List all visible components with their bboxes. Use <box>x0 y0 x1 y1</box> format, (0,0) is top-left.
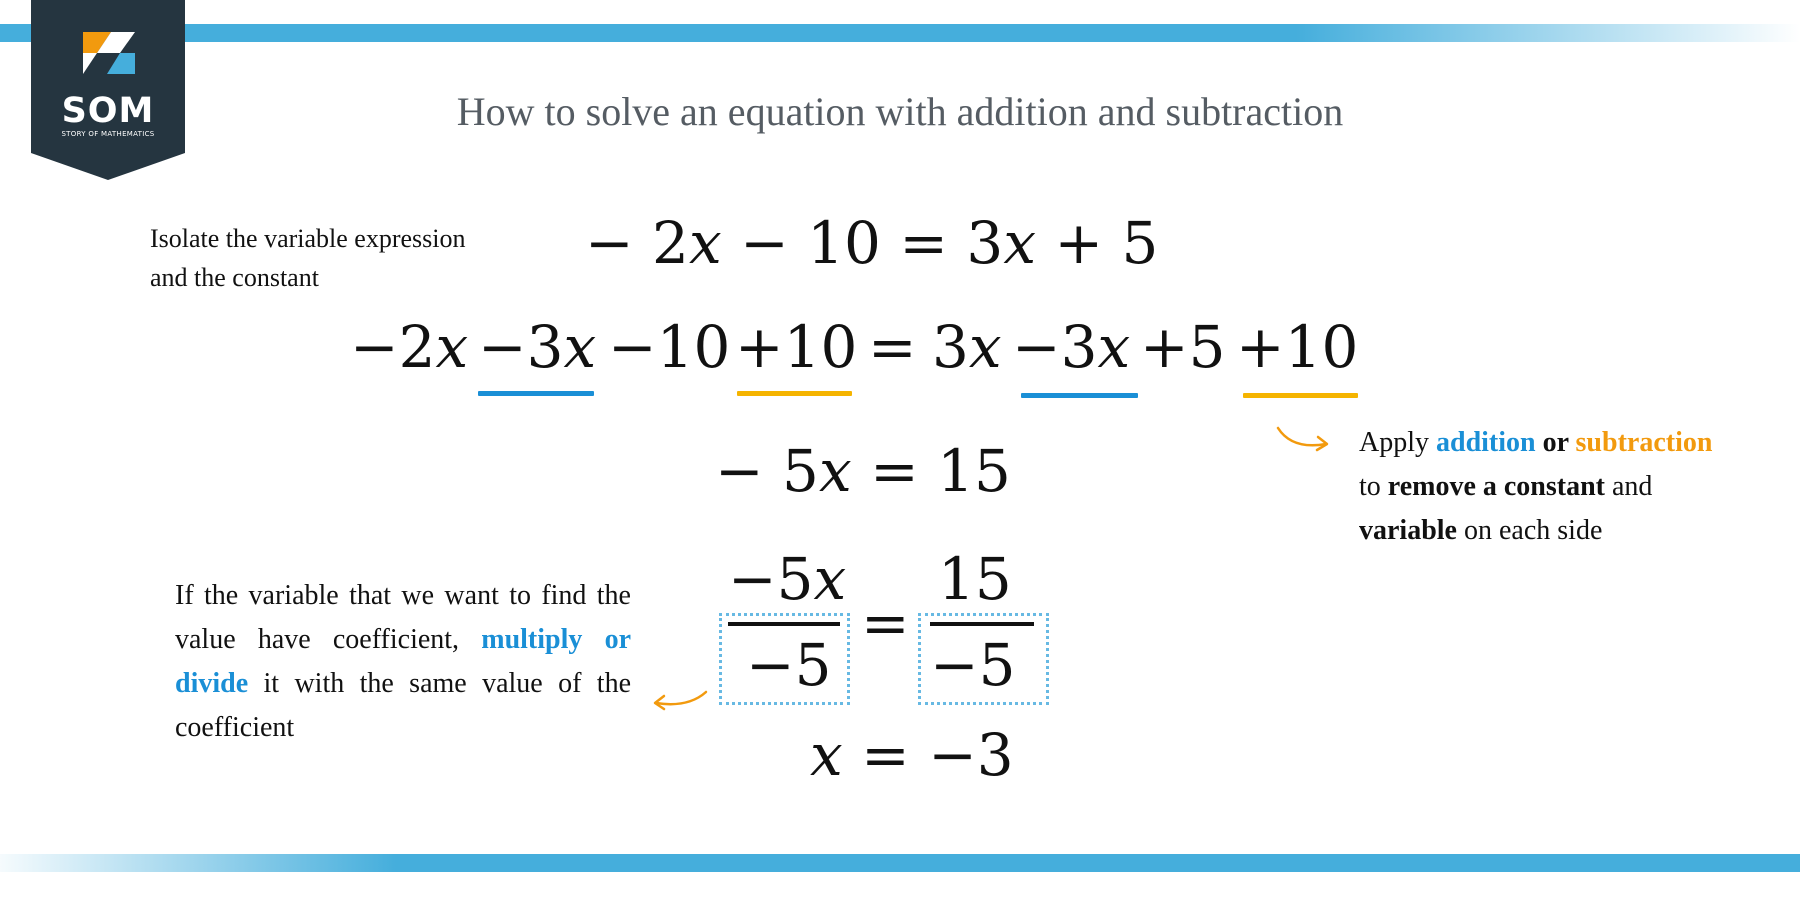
eq2-b-var: x <box>563 313 597 381</box>
arrow-to-multiply-note-icon <box>648 684 710 714</box>
note-apply-each-side: on each side <box>1457 515 1603 546</box>
top-accent-bar <box>0 24 1800 42</box>
eq2-term-f <box>1012 313 1131 381</box>
eq3-term1: − 5 <box>715 437 819 505</box>
note-apply <box>1359 421 1712 553</box>
note-apply-remove: remove a constant <box>1387 471 1605 502</box>
logo-subtext: STORY OF MATHEMATICS <box>61 130 155 138</box>
eq2-a-coef: −2 <box>350 313 436 381</box>
note-multiply-part2: it with the same value of the coefficient <box>175 668 631 743</box>
eq2-term-d: +10 <box>735 313 858 381</box>
note-multiply-part1: If the variable that we want to find the value have coefficient, <box>175 580 631 655</box>
note-isolate <box>150 219 466 297</box>
eq2-e-coef: 3 <box>932 313 969 381</box>
eq4-left-denominator: −5 <box>746 631 832 699</box>
page-title: How to solve an equation with addition and subtraction <box>456 89 1344 134</box>
eq4-right-numerator: 15 <box>938 545 1012 613</box>
arrow-to-apply-note-icon <box>1270 420 1336 454</box>
note-multiply <box>175 574 631 750</box>
eq2-f-var: x <box>1097 313 1131 381</box>
underline-add-10-right <box>1243 393 1358 398</box>
eq2-term-e <box>932 313 1002 381</box>
note-apply-word: Apply <box>1359 427 1436 458</box>
eq2-term-c: −10 <box>608 313 731 381</box>
underline-add-10-left <box>737 391 852 396</box>
note-isolate-line2: and the constant <box>150 263 319 292</box>
eq1-var2: x <box>1003 209 1037 277</box>
eq2-e-var: x <box>968 313 1002 381</box>
note-multiply-highlight: multiply or divide <box>175 624 631 699</box>
note-apply-subtraction: subtraction <box>1575 427 1713 458</box>
eq1-term2: − 10 = 3 <box>721 209 1004 277</box>
eq2-term-a <box>350 313 469 381</box>
eq3-var1: x <box>818 437 852 505</box>
note-isolate-line1: Isolate the variable expression <box>150 224 466 253</box>
eq5-rest: = −3 <box>842 721 1014 789</box>
underline-subtract-3x-right <box>1021 393 1138 398</box>
eq4-left-num-coef: −5 <box>728 545 814 613</box>
logo-text: SOM <box>61 91 155 131</box>
note-apply-variable: variable <box>1359 515 1457 546</box>
note-apply-addition: addition <box>1436 427 1536 458</box>
equation-line-5 <box>810 721 1014 789</box>
eq2-term-h: +10 <box>1236 313 1359 381</box>
som-logo <box>31 0 185 180</box>
note-apply-line2 <box>1359 465 1712 509</box>
note-apply-line1 <box>1359 421 1712 465</box>
eq2-b-coef: −3 <box>478 313 564 381</box>
eq1-var1: x <box>688 209 722 277</box>
eq4-left-numerator <box>728 545 847 613</box>
note-apply-line3 <box>1359 509 1712 553</box>
eq4-left-divisor-box <box>719 613 850 705</box>
note-apply-and: and <box>1605 471 1653 502</box>
bottom-accent-bar <box>0 854 1800 872</box>
equation-line-3 <box>715 437 1011 505</box>
eq2-term-b <box>478 313 597 381</box>
eq2-equals: = <box>868 313 917 381</box>
eq4-left-num-var: x <box>813 545 847 613</box>
eq5-var: x <box>810 721 843 789</box>
note-apply-or: or <box>1535 427 1576 458</box>
eq4-right-denominator: −5 <box>930 631 1016 699</box>
eq2-term-g: +5 <box>1140 313 1226 381</box>
eq1-term1: − 2 <box>585 209 689 277</box>
underline-subtract-3x-left <box>478 391 594 396</box>
note-apply-to: to <box>1359 471 1388 502</box>
eq4-right-divisor-box <box>918 613 1049 705</box>
eq3-term2: = 15 <box>851 437 1011 505</box>
eq1-term3: + 5 <box>1036 209 1159 277</box>
logo-banner-shape <box>31 0 185 180</box>
eq4-equals: = <box>861 589 910 657</box>
eq2-a-var: x <box>435 313 469 381</box>
eq2-f-coef: −3 <box>1012 313 1098 381</box>
equation-line-1 <box>585 209 1159 277</box>
